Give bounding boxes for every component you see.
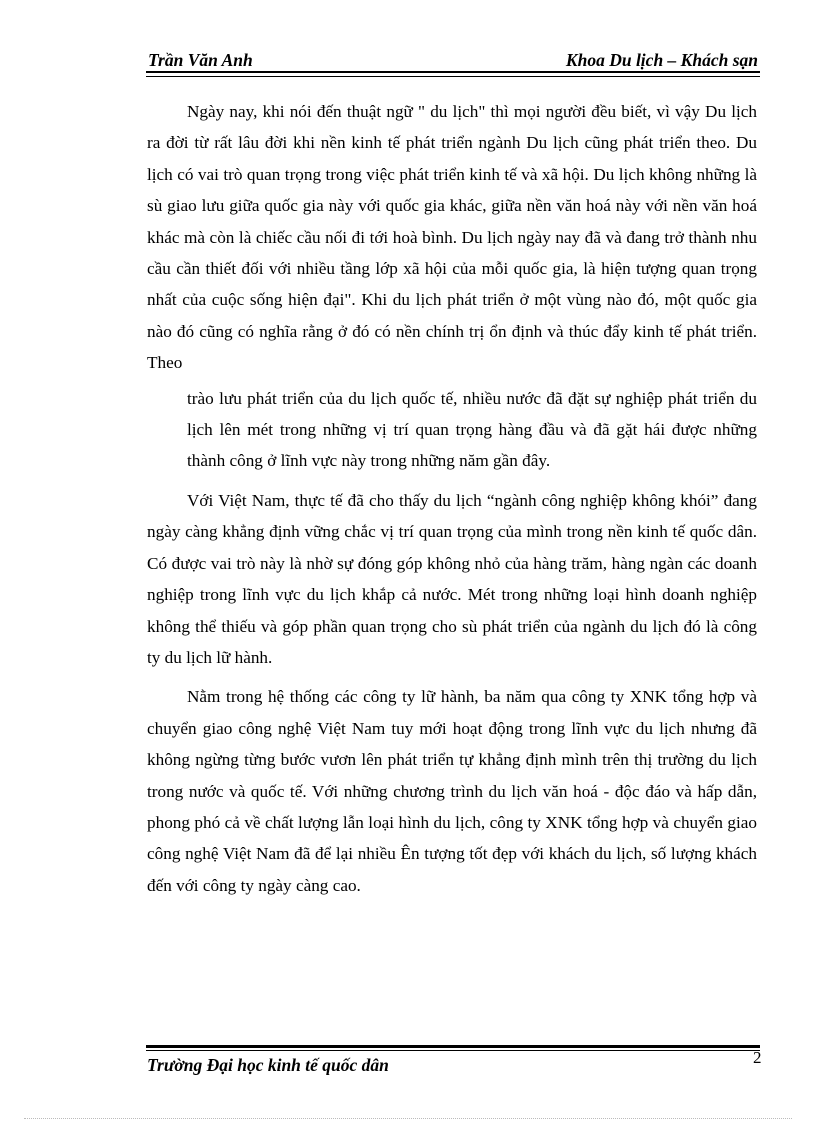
department-name: Khoa Du lịch – Khách sạn xyxy=(565,50,758,70)
paragraph-4: Nằm trong hệ thống các công ty lữ hành, ba năm qua công ty XNK tổng hợp và chuyển giao công nghệ Việt Nam tuy mới hoạt động trong lĩnh vực du lịch nhưng đã không ngừng từng bước vươn lên phát triển tự khẳng định mình trên thị trường du lịch trong nước và quốc tế. Với những chương trình du lịch văn hoá - độc đáo và hấp dẫn, phong phó cả về chất lượng lẫn loại hình du lịch, công ty XNK tổng hợp và chuyển giao công nghệ Việt Nam đã để lại nhiều Ên tượng tốt đẹp với khách du lịch, số lượng khách đến với công ty ngày càng cao. xyxy=(147,687,757,895)
paragraph-1: Ngày nay, khi nói đến thuật ngữ " du lịch" thì mọi người đều biết, vì vậy Du lịch ra đời từ rất lâu đời khi nền kinh tế phát triển ngành Du lịch cũng phát triển theo. Du lịch có vai trò quan trọng trong việc phát triển kinh tế và xã hội. Du lịch không những là sù giao lưu giữa quốc gia này với quốc gia khác, giữa nền văn hoá này với nền văn hoá khác mà còn là chiếc cầu nối đi tới hoà bình. Du lịch ngày nay đã và đang trở thành nhu cầu cần thiết đối với nhiều tầng lớp xã hội của mỗi quốc gia, là hiện tượng quan trọng nhất của cuộc sống hiện đại". Khi du lịch phát triển ở một vùng nào đó, một quốc gia nào đó cũng có nghĩa rằng ở đó có nền chính trị ổn định và thúc đẩy kinh tế phát triển. Theo xyxy=(147,102,757,373)
header-rule-thin xyxy=(146,76,760,77)
paragraph-3: Với Việt Nam, thực tế đã cho thấy du lịch “ngành công nghiệp không khói” đang ngày càng khẳng định vững chắc vị trí quan trọng của mình trong nền kinh tế quốc dân. Có được vai trò này là nhờ sự đóng góp không nhỏ của hàng trăm, hàng ngàn các doanh nghiệp trong lĩnh vực du lịch khắp cả nước. Mét trong những loại hình doanh nghiệp không thể thiếu và góp phần quan trọng cho sù phát triển của ngành du lịch đó là công ty du lịch lữ hành. xyxy=(147,490,757,667)
document-body xyxy=(147,96,757,901)
page-number: 2 xyxy=(753,1048,762,1067)
footer-rule-thick xyxy=(146,1045,760,1048)
paragraph-2: trào lưu phát triển của du lịch quốc tế, nhiều nước đã đặt sự nghiệp phát triển du lịch lên mét trong những vị trí quan trọng hàng đầu và đã gặt hái được những thành công ở lĩnh vực này trong những năm gần đây. xyxy=(187,388,757,471)
header-rule-thick xyxy=(146,71,760,73)
author-name: Trần Văn Anh xyxy=(148,50,253,70)
school-name: Trường Đại học kinh tế quốc dân xyxy=(147,1055,389,1075)
page-bottom-border xyxy=(24,1118,792,1119)
footer-rule-thin xyxy=(146,1050,760,1051)
